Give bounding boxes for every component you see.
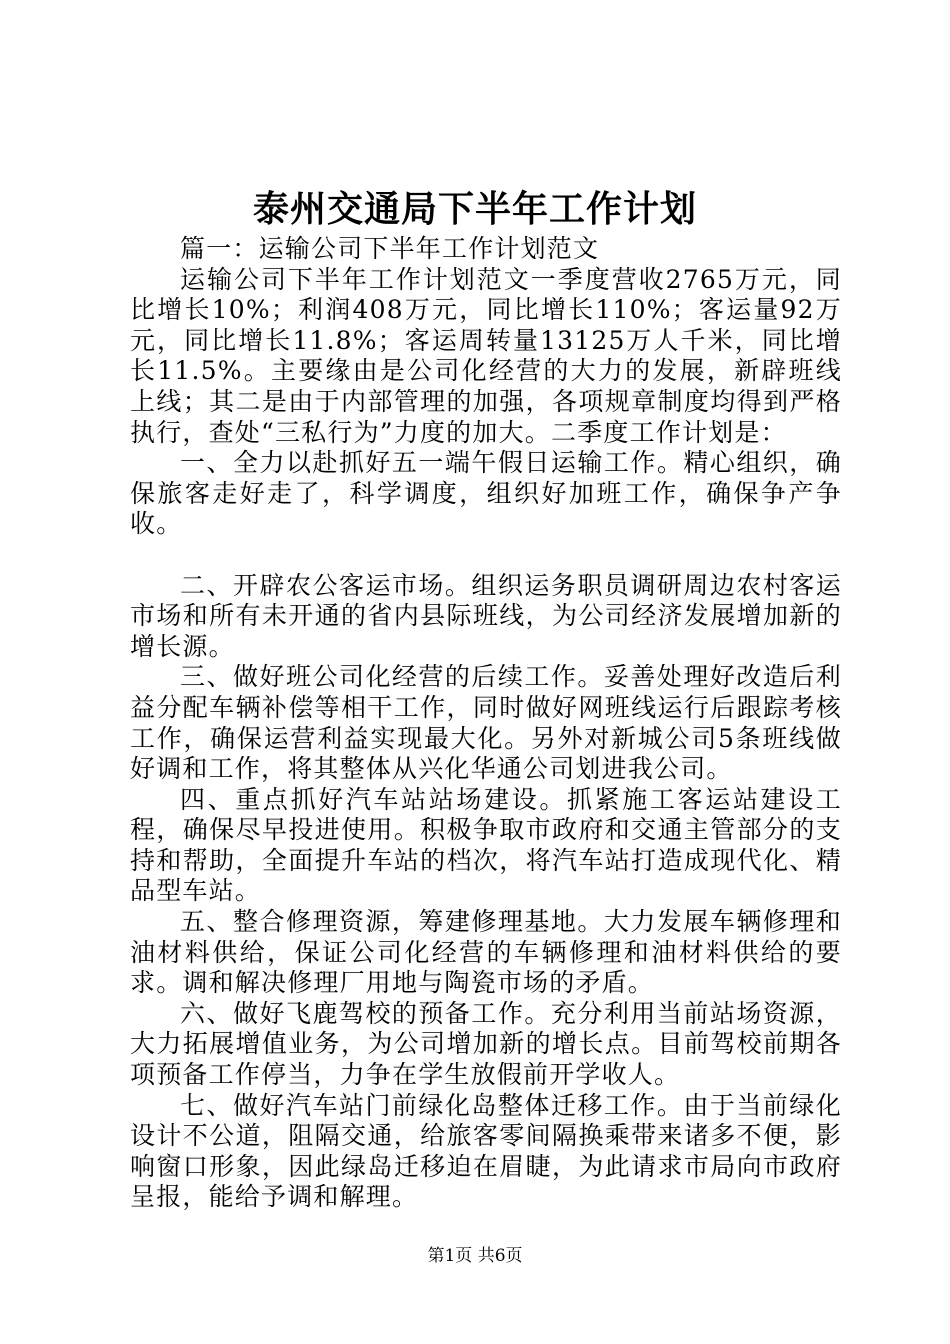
page-number-footer: 第1页 共6页 (427, 1246, 523, 1266)
document-title: 泰州交通局下半年工作计划 (252, 188, 697, 230)
paragraph-item-3: 三、做好班公司化经营的后续工作。妥善处理好改造后利益分配车辆补偿等相干工作，同时做好网班线运行后跟踪考核工作，确保运营利益实现最大化。另外对新城公司5条班线做好调和工作，将其整体从兴化华通公司划进我公司。 (130, 662, 842, 784)
paragraph-item-2: 二、开辟农公客运市场。组织运务职员调研周边农村客运市场和所有未开通的省内县际班线，为公司经济发展增加新的增长源。 (130, 570, 842, 661)
paragraph-item-6: 六、做好飞鹿驾校的预备工作。充分利用当前站场资源，大力拓展增值业务，为公司增加新的增长点。目前驾校前期各项预备工作停当，力争在学生放假前开学收人。 (130, 998, 842, 1090)
paragraph-item-4: 四、重点抓好汽车站站场建设。抓紧施工客运站建设工程，确保尽早投进使用。积极争取市政府和交通主管部分的支持和帮助，全面提升车站的档次，将汽车站打造成现代化、精品型车站。 (130, 784, 842, 906)
document-body (130, 234, 842, 1213)
paragraph-item-7: 七、做好汽车站门前绿化岛整体迁移工作。由于当前绿化设计不公道，阻隔交通，给旅客零间隔换乘带来诸多不便，影响窗口形象，因此绿岛迁移迫在眉睫，为此请求市局向市政府呈报，能给予调和解理。 (130, 1090, 842, 1212)
paragraph-summary: 运输公司下半年工作计划范文一季度营收2765万元，同比增长10%；利润408万元，同比增长110%；客运量92万元，同比增长11.8%；客运周转量13125万人千米，同比增长11.5%。主要缘由是公司化经营的大力的发展，新辟班线上线；其二是由于内部管理的加强，各项规章制度均得到严格执行，查处“三私行为”力度的加大。二季度工作计划是： (130, 264, 842, 447)
paragraph-item-5: 五、整合修理资源，筹建修理基地。大力发展车辆修理和油材料供给，保证公司化经营的车辆修理和油材料供给的要求。调和解决修理厂用地与陶瓷市场的矛盾。 (130, 907, 842, 998)
blank-line (130, 540, 842, 571)
section-heading: 篇一：运输公司下半年工作计划范文 (180, 234, 600, 263)
paragraph-item-1: 一、全力以赴抓好五一端午假日运输工作。精心组织，确保旅客走好走了，科学调度，组织好加班工作，确保争产争收。 (130, 448, 842, 539)
